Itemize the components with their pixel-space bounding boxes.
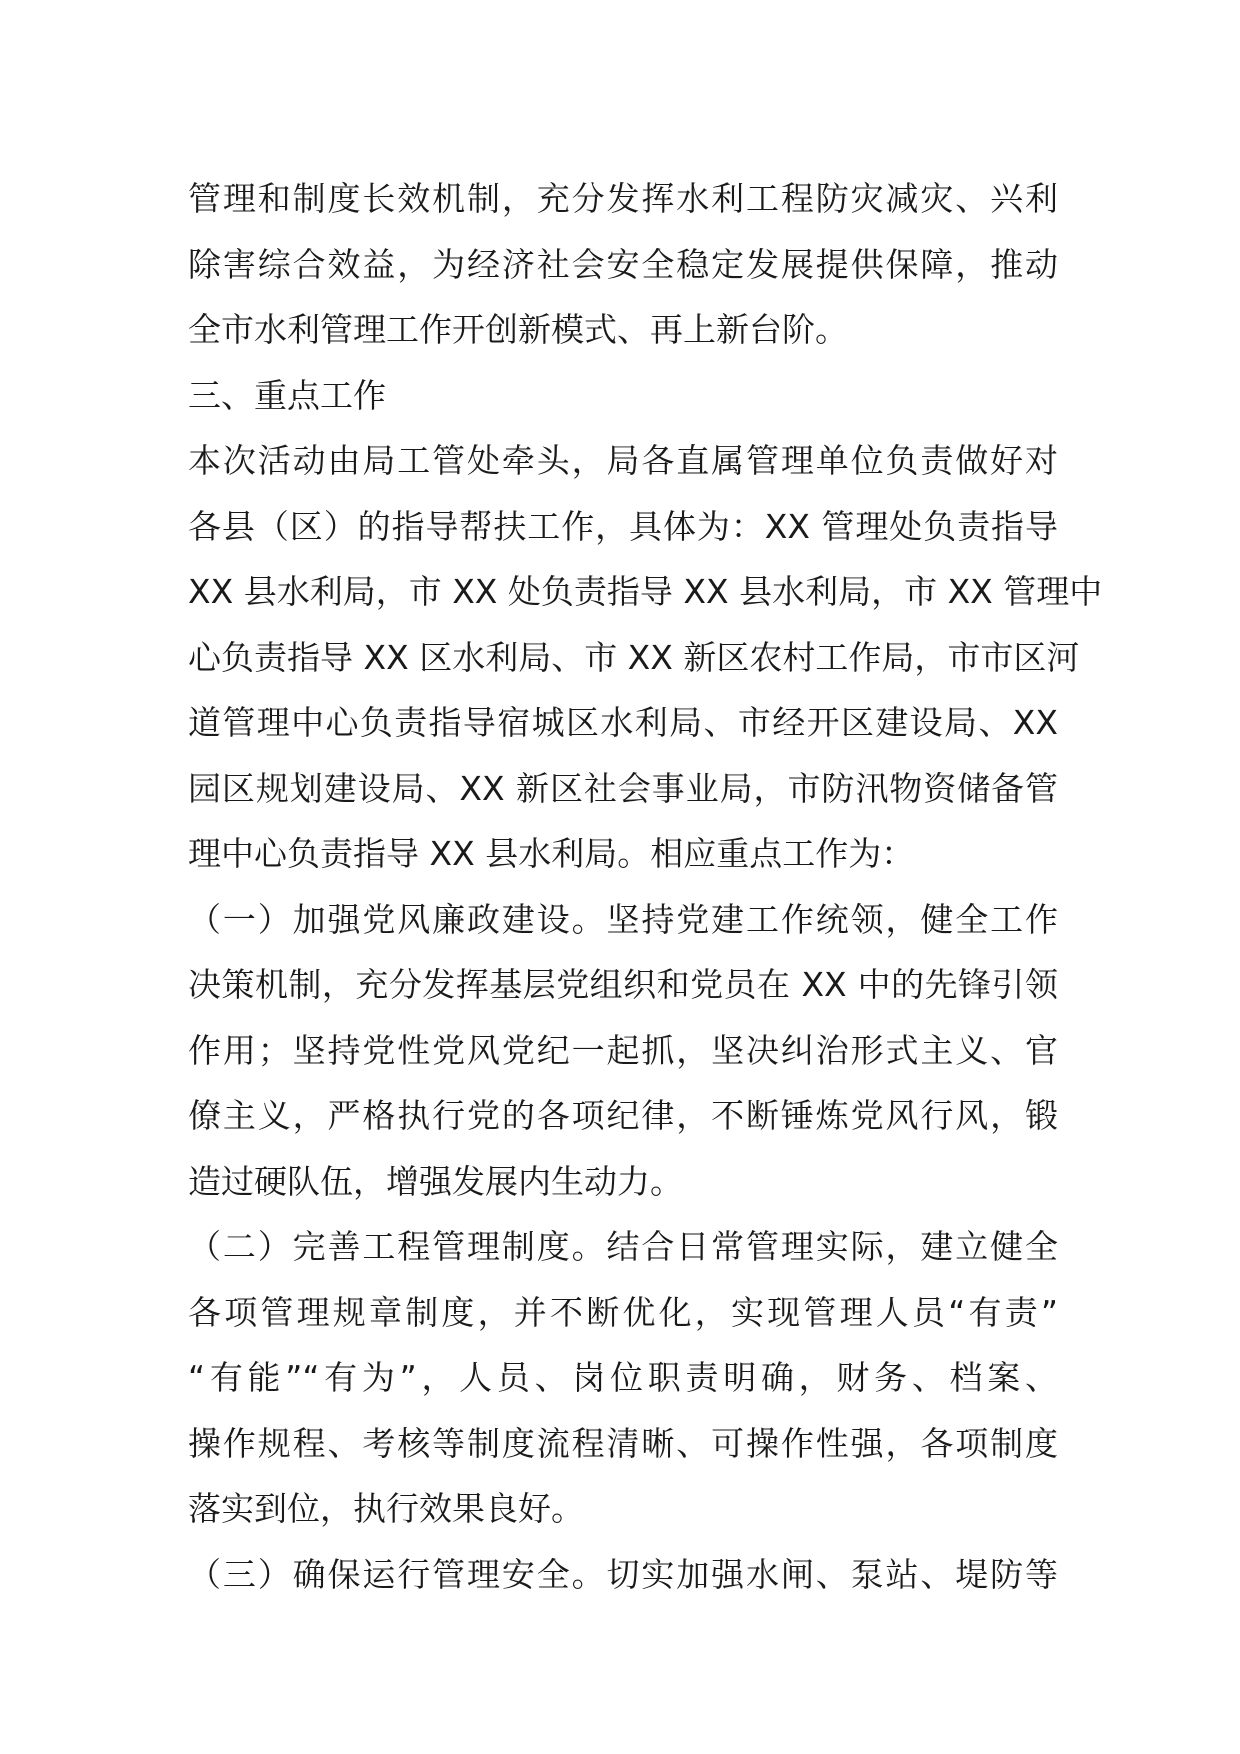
body-line: 除害综合效益，为经济社会安全稳定发展提供保障，推动 xyxy=(188,244,1058,284)
subsection-line: （二）完善工程管理制度。结合日常管理实际，建立健全 xyxy=(188,1227,1058,1266)
body-line: 园区规划建设局、XX 新区社会事业局，市防汛物资储备管 xyxy=(188,768,1058,808)
body-line: 落实到位，执行效果良好。 xyxy=(188,1489,584,1528)
body-line: 僚主义，严格执行党的各项纪律，不断锤炼党风行风，锻 xyxy=(188,1096,1058,1135)
body-line: “有能”“有为”，人员、岗位职责明确，财务、档案、 xyxy=(188,1358,1058,1397)
body-line: 心负责指导 XX 区水利局、市 XX 新区农村工作局，市市区河 xyxy=(188,637,1080,677)
subsection-line: （三）确保运行管理安全。切实加强水闸、泵站、堤防等 xyxy=(188,1554,1058,1594)
body-line: 操作规程、考核等制度流程清晰、可操作性强，各项制度 xyxy=(188,1423,1058,1463)
body-line: 全市水利管理工作开创新模式、再上新台阶。 xyxy=(188,310,848,349)
section-heading: 三、重点工作 xyxy=(188,375,386,415)
body-line: 管理和制度长效机制，充分发挥水利工程防灾减灾、兴利 xyxy=(188,179,1058,218)
subsection-line: （一）加强党风廉政建设。坚持党建工作统领，健全工作 xyxy=(188,899,1058,939)
body-line: 道管理中心负责指导宿城区水利局、市经开区建设局、XX xyxy=(188,703,1058,742)
body-line: 决策机制，充分发挥基层党组织和党员在 XX 中的先锋引领 xyxy=(188,965,1058,1004)
body-line: 理中心负责指导 XX 县水利局。相应重点工作为： xyxy=(188,834,915,873)
body-line: 各项管理规章制度，并不断优化，实现管理人员“有责” xyxy=(188,1292,1058,1332)
body-line: XX 县水利局，市 XX 处负责指导 XX 县水利局，市 XX 管理中 xyxy=(188,572,1103,611)
body-line: 作用；坚持党性党风党纪一起抓，坚决纠治形式主义、官 xyxy=(188,1030,1058,1070)
document-body xyxy=(188,166,1103,1607)
body-line: 各县（区）的指导帮扶工作，具体为：XX 管理处负责指导 xyxy=(188,506,1058,546)
body-line: 本次活动由局工管处牵头，局各直属管理单位负责做好对 xyxy=(188,441,1058,480)
body-line: 造过硬队伍，增强发展内生动力。 xyxy=(188,1161,683,1201)
